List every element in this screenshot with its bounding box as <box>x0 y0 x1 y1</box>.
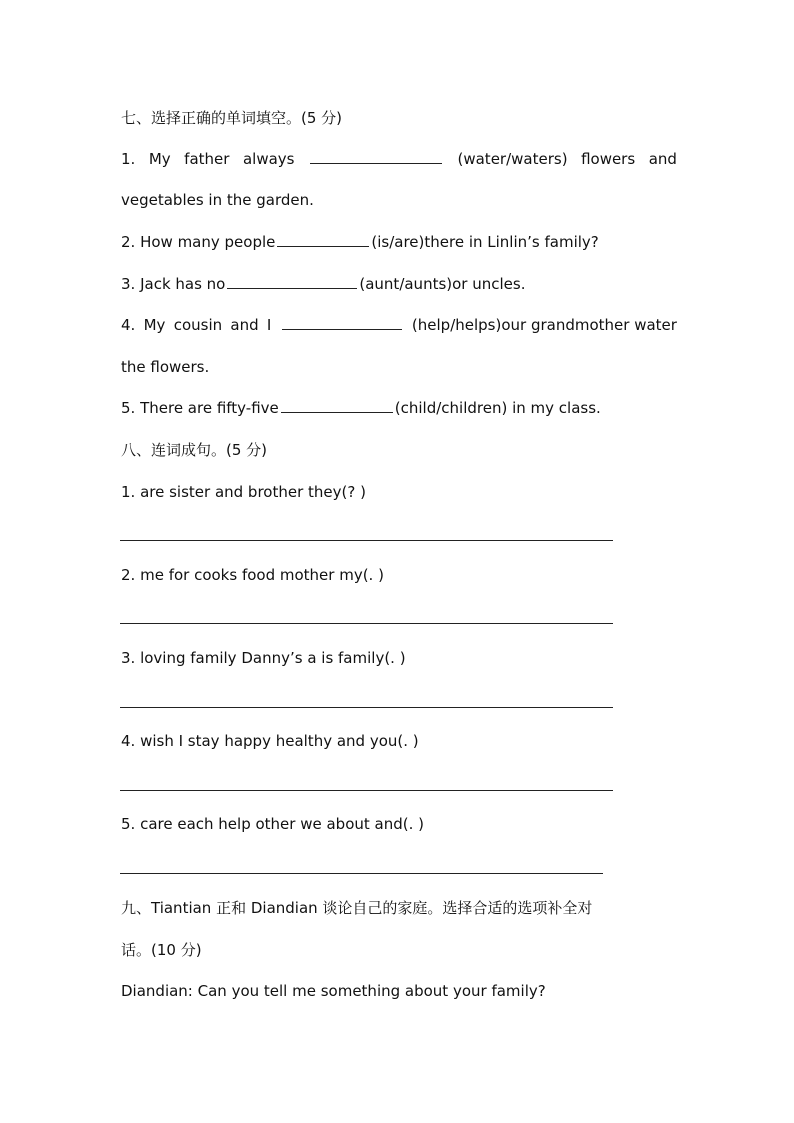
answer-blank[interactable] <box>281 398 393 413</box>
answer-line[interactable] <box>120 540 613 541</box>
question-8-5: 5. care each help other we about and(. ) <box>121 815 424 833</box>
answer-blank[interactable] <box>310 149 442 164</box>
question-8-1: 1. are sister and brother they(? ) <box>121 483 366 501</box>
question-7-1-continuation: vegetables in the garden. <box>121 191 314 209</box>
section-7-heading: 七、选择正确的单词填空。(5 分) <box>121 109 343 127</box>
answer-line[interactable] <box>120 790 613 791</box>
question-7-1: 1. My father always (water/waters) flowers and <box>121 150 677 168</box>
answer-blank[interactable] <box>282 315 402 330</box>
answer-line[interactable] <box>120 707 613 708</box>
section-9-heading-continuation: 话。(10 分) <box>121 941 202 959</box>
answer-blank[interactable] <box>227 274 357 289</box>
question-7-4-continuation: the flowers. <box>121 358 210 376</box>
answer-line[interactable] <box>120 873 603 874</box>
question-7-2: 2. How many people (is/are)there in Linlin’s family? <box>121 233 599 251</box>
question-7-3: 3. Jack has no (aunt/aunts)or uncles. <box>121 275 526 293</box>
question-8-4: 4. wish I stay happy healthy and you(. ) <box>121 732 419 750</box>
section-9-heading: 九、Tiantian 正和 Diandian 谈论自己的家庭。选择合适的选项补全对 <box>121 899 593 917</box>
question-7-4: 4. My cousin and I (help/helps)our grandmother water <box>121 316 677 334</box>
question-7-5: 5. There are fifty-five (child/children) in my class. <box>121 399 601 417</box>
answer-line[interactable] <box>120 623 613 624</box>
question-8-3: 3. loving family Danny’s a is family(. ) <box>121 649 406 667</box>
dialog-line-1: Diandian: Can you tell me something about your family? <box>121 982 546 1000</box>
answer-blank[interactable] <box>277 232 369 247</box>
section-8-heading: 八、连词成句。(5 分) <box>121 441 268 459</box>
question-8-2: 2. me for cooks food mother my(. ) <box>121 566 384 584</box>
